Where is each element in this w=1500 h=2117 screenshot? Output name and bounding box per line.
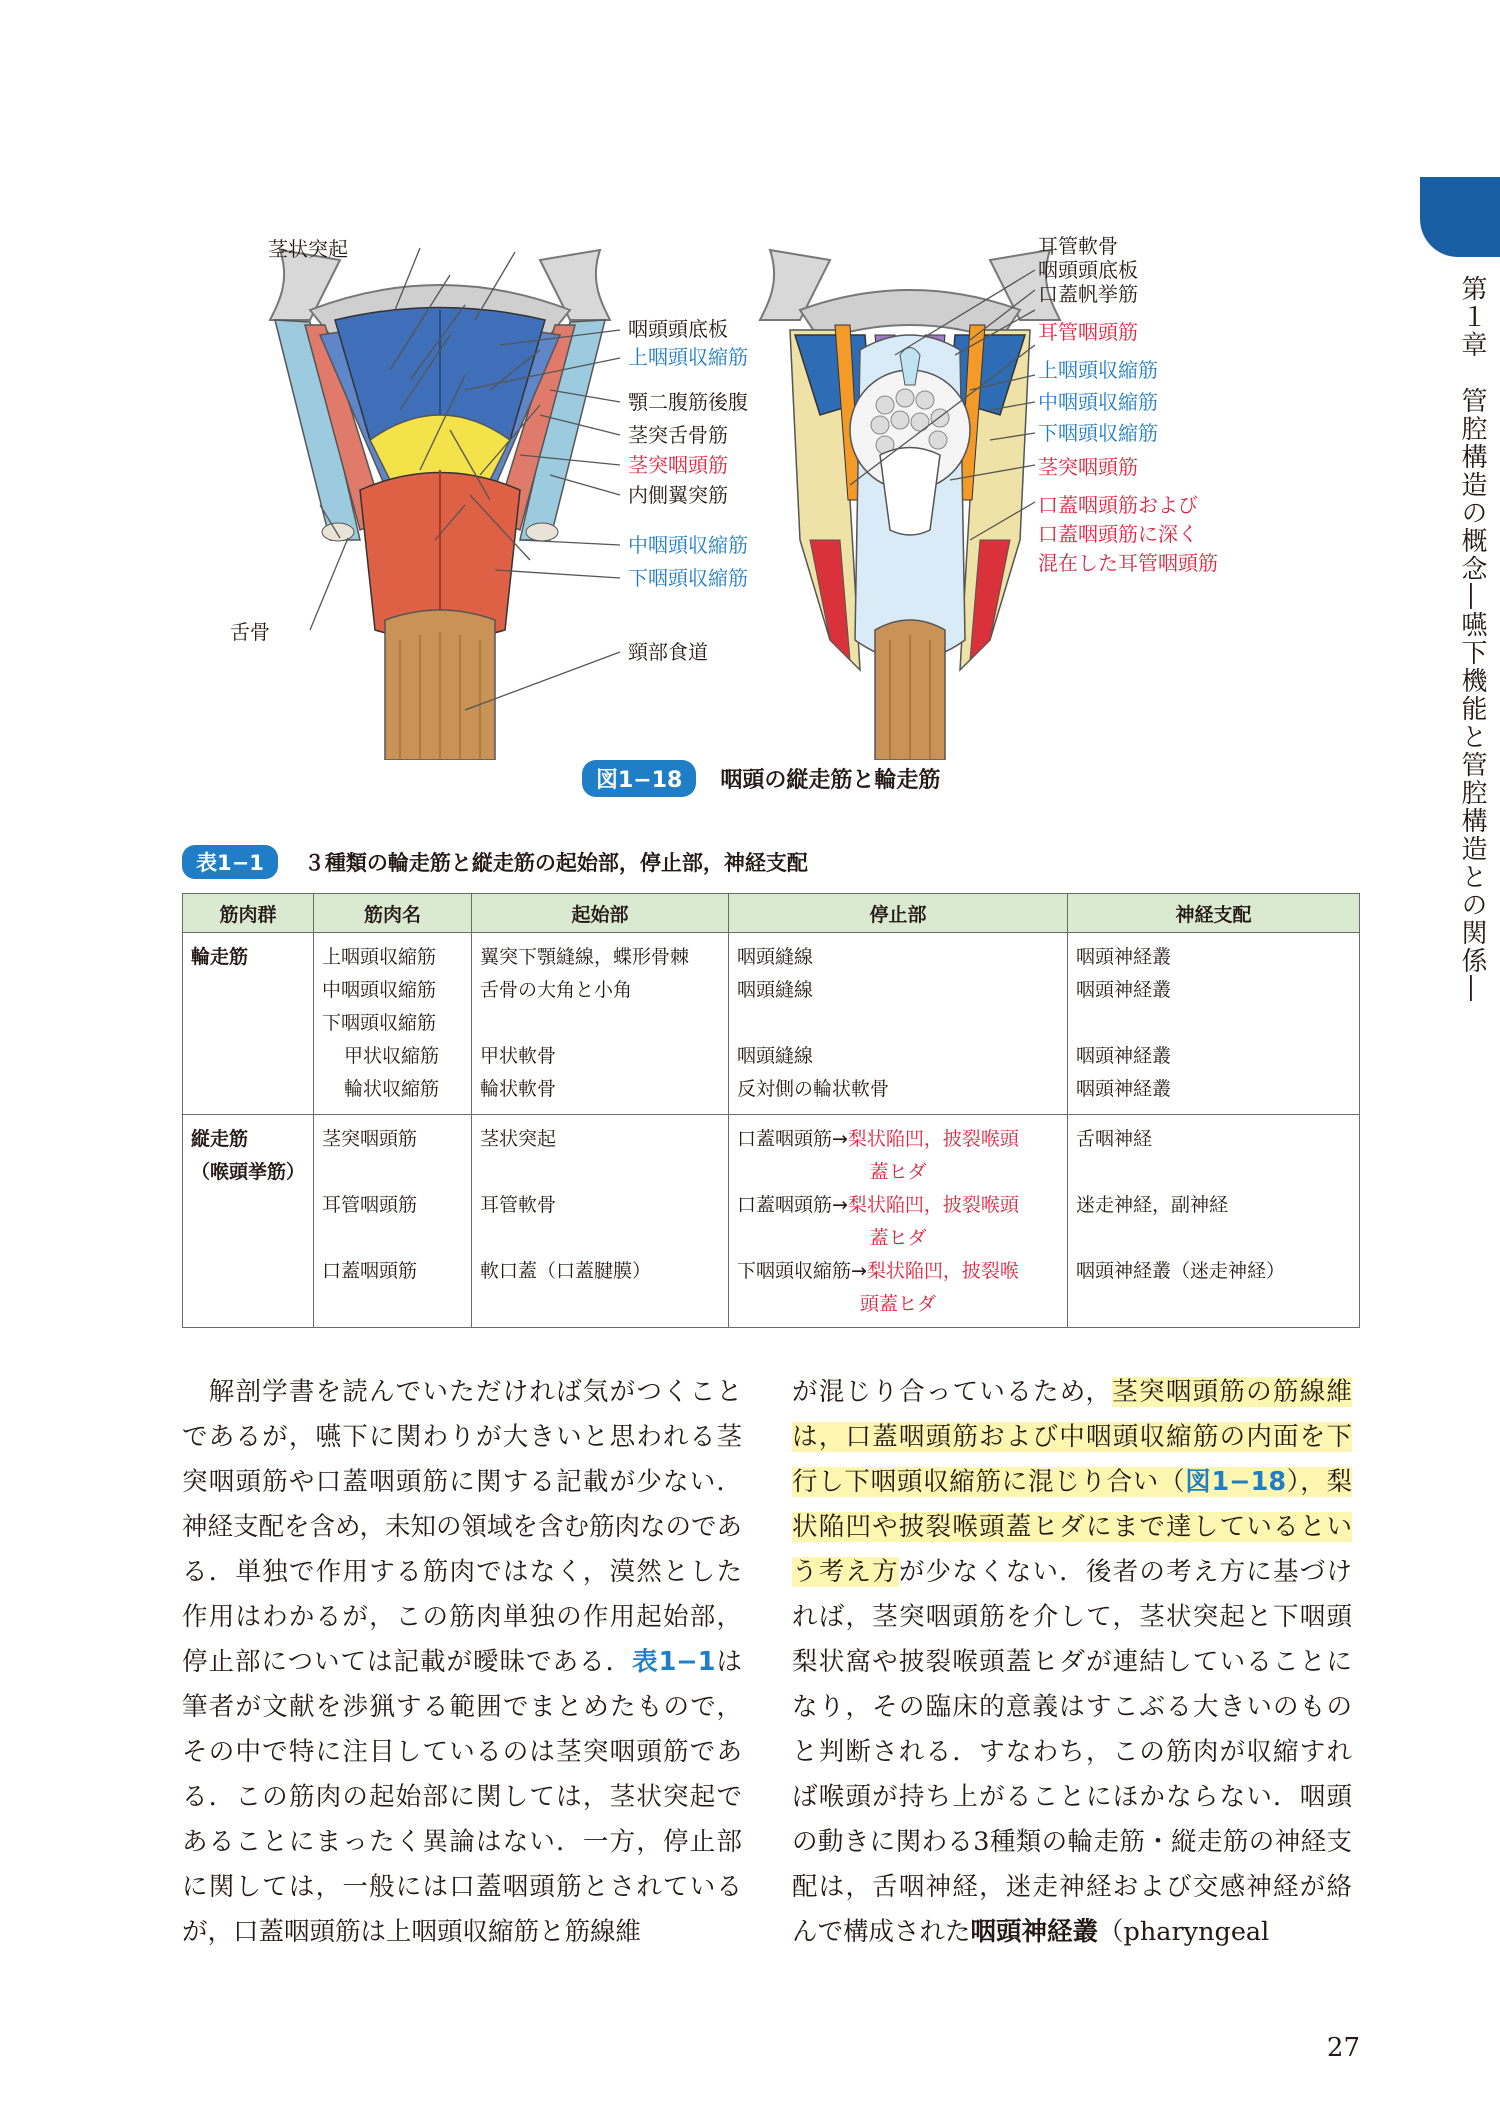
highlighted-text: 茎突咽頭筋の筋線維は，口蓋咽頭筋および中咽頭収縮筋の内面を下行し下咽頭収縮筋に混じり合い（ (792, 1377, 1352, 1497)
label-hyoid: 舌骨 (230, 620, 270, 644)
table-row (183, 1189, 1360, 1255)
cell-muscle: 下咽頭収縮筋 (314, 1007, 472, 1040)
cell-muscle: 茎突咽頭筋 (314, 1115, 472, 1190)
cell-origin: 輪状軟骨 (472, 1073, 729, 1115)
table-row (183, 1115, 1360, 1190)
cell-muscle: 口蓋咽頭筋 (314, 1255, 472, 1328)
cell-insertion: 咽頭縫線 (729, 933, 1068, 975)
table-row (183, 1007, 1360, 1040)
figure-caption (582, 760, 940, 796)
label-stylopharyngeus-right: 茎突咽頭筋 (1038, 455, 1138, 479)
cell-muscle: 上咽頭収縮筋 (314, 933, 472, 975)
cell-insertion: 反対側の輪状軟骨 (729, 1073, 1068, 1115)
body-paragraph: 解剖学書を読んでいただければ気がつくことであるが，嚥下に関わりが大きいと思われる茎突咽頭筋や口蓋咽頭筋に関する記載が少ない．神経支配を含め，未知の領域を含む筋肉なのである．単独で作用する筋肉ではなく，漠然とした作用はわかるが，この筋肉単独の作用起始部，停止部については記載が曖昧である．表1−1は筆者が文献を渉猟する範囲でまとめたもので，その中で特に注目しているのは茎突咽頭筋である．この筋肉の起始部に関しては，茎状突起であることにまったく異論はない．一方，停止部に関しては，一般には口蓋咽頭筋とされているが，口蓋咽頭筋は上咽頭収縮筋と筋線維 (182, 1377, 742, 1947)
chapter-tab (1420, 177, 1500, 257)
label-middle-constrictor-right: 中咽頭収縮筋 (1038, 390, 1158, 414)
cell-muscle: 中咽頭収縮筋 (314, 974, 472, 1007)
cell-nerve: 舌咽神経 (1068, 1115, 1360, 1190)
label-superior-constrictor-left: 上咽頭収縮筋 (628, 345, 748, 369)
label-cervical-esophagus: 頸部食道 (628, 640, 708, 664)
label-superior-constrictor-right: 上咽頭収縮筋 (1038, 358, 1158, 382)
label-pharyngobasilar-right: 咽頭頭底板 (1038, 258, 1138, 282)
table-reference-link[interactable]: 表1−1 (632, 1647, 716, 1677)
cell-nerve: 咽頭神経叢 (1068, 1073, 1360, 1115)
label-palatopharyngeus-3: 混在した耳管咽頭筋 (1038, 551, 1218, 575)
page-number: 27 (1326, 2033, 1360, 2063)
bold-term: 咽頭神経叢 (970, 1917, 1099, 1947)
cell-muscle: 耳管咽頭筋 (314, 1189, 472, 1255)
cell-origin: 軟口蓋（口蓋腱膜） (472, 1255, 729, 1328)
cell-muscle: 甲状収縮筋 (344, 1045, 440, 1067)
cell-origin: 茎状突起 (472, 1115, 729, 1190)
table-row (183, 1040, 1360, 1073)
header-group: 筋肉群 (183, 894, 314, 933)
figure-pharynx-muscles (230, 234, 1290, 760)
label-tubal-cartilage: 耳管軟骨 (1038, 234, 1118, 258)
label-stylohyoid: 茎突舌骨筋 (628, 423, 728, 447)
table-row (183, 1073, 1360, 1115)
left-illustration (270, 248, 610, 760)
figure-badge: 図1−18 (582, 760, 696, 797)
label-palatopharyngeus-2: 口蓋咽頭筋に深く (1038, 522, 1198, 546)
cell-nerve: 咽頭神経叢 (1068, 933, 1360, 975)
label-digastric-posterior: 顎二腹筋後腹 (628, 390, 748, 414)
cell-insertion: 咽頭縫線 (729, 1040, 1068, 1073)
cell-insertion: 咽頭縫線 (729, 974, 1068, 1007)
label-middle-constrictor-left: 中咽頭収縮筋 (628, 533, 748, 557)
header-origin: 起始部 (472, 894, 729, 933)
label-salpingopharyngeus: 耳管咽頭筋 (1038, 320, 1138, 344)
group-longitudinal: 縦走筋 (191, 1128, 249, 1150)
cell-insertion: 口蓋咽頭筋→梨状陥凹，披裂喉頭 蓋ヒダ (729, 1189, 1068, 1255)
header-insertion: 停止部 (729, 894, 1068, 933)
body-column-right (792, 1370, 1352, 1955)
cell-insertion: 下咽頭収縮筋→梨状陥凹，披裂喉 頭蓋ヒダ (729, 1255, 1068, 1328)
body-paragraph: が混じり合っているため，茎突咽頭筋の筋線維は，口蓋咽頭筋および中咽頭収縮筋の内面を下行し下咽頭収縮筋に混じり合い（図1−18），梨状陥凹や披裂喉頭蓋ヒダにまで達しているという考え方が少なくない．後者の考え方に基づければ，茎突咽頭筋を介して，茎状突起と下咽頭梨状窩や披裂喉頭蓋ヒダが連結していることになり，その臨床的意義はすこぶる大きいのものと判断される．すなわち，この筋肉が収縮すれば喉頭が持ち上がることにほかならない．咽頭の動きに関わる3種類の輪走筋・縦走筋の神経支配は，舌咽神経，迷走神経および交感神経が絡んで構成された咽頭神経叢（pharyngeal (792, 1377, 1352, 1947)
label-inferior-constrictor-left: 下咽頭収縮筋 (628, 566, 748, 590)
cell-origin: 甲状軟骨 (472, 1040, 729, 1073)
chapter-title-vertical: 第１章 管腔構造の概念―嚥下機能と管腔構造との関係― (1457, 275, 1487, 1003)
right-illustration (760, 250, 1060, 760)
table-row (183, 1255, 1360, 1328)
table-title: ３種類の輪走筋と縦走筋の起始部，停止部，神経支配 (303, 851, 808, 875)
cell-nerve: 迷走神経，副神経 (1068, 1189, 1360, 1255)
label-pharyngobasilar-left: 咽頭頭底板 (628, 317, 728, 341)
table-badge: 表1−1 (182, 845, 278, 879)
cell-nerve: 咽頭神経叢 (1068, 1040, 1360, 1073)
cell-origin: 舌骨の大角と小角 (472, 974, 729, 1007)
header-muscle: 筋肉名 (314, 894, 472, 933)
label-palatopharyngeus-1: 口蓋咽頭筋および (1038, 493, 1198, 517)
cell-origin: 耳管軟骨 (472, 1189, 729, 1255)
label-medial-pterygoid: 内側翼突筋 (628, 483, 728, 507)
table-header-row (183, 894, 1360, 933)
cell-nerve: 咽頭神経叢 (1068, 974, 1360, 1007)
table-caption (182, 845, 808, 879)
table-row (183, 974, 1360, 1007)
label-levator-veli: 口蓋帆挙筋 (1038, 282, 1138, 306)
muscle-table (182, 893, 1360, 1328)
cell-nerve: 咽頭神経叢（迷走神経） (1068, 1255, 1360, 1328)
figure-reference-link[interactable]: 図1−18 (1185, 1467, 1287, 1497)
cell-muscle: 輪状収縮筋 (344, 1078, 440, 1100)
label-styloid: 茎状突起 (268, 237, 348, 261)
header-nerve: 神経支配 (1068, 894, 1360, 933)
body-column-left (182, 1370, 742, 1955)
label-inferior-constrictor-right: 下咽頭収縮筋 (1038, 421, 1158, 445)
highlighted-text: ），梨状陥凹や披裂喉頭蓋ヒダにまで達しているという考え方 (792, 1467, 1352, 1587)
label-stylopharyngeus-left: 茎突咽頭筋 (628, 453, 728, 477)
cell-insertion: 口蓋咽頭筋→梨状陥凹，披裂喉頭 蓋ヒダ (729, 1115, 1068, 1190)
group-circular: 輪走筋 (183, 933, 314, 975)
cell-origin: 翼突下顎縫線，蝶形骨棘 (472, 933, 729, 975)
group-longitudinal-sub: （喉頭挙筋） (191, 1161, 306, 1183)
figure-title: 咽頭の縦走筋と輪走筋 (720, 767, 941, 793)
table-row (183, 933, 1360, 975)
